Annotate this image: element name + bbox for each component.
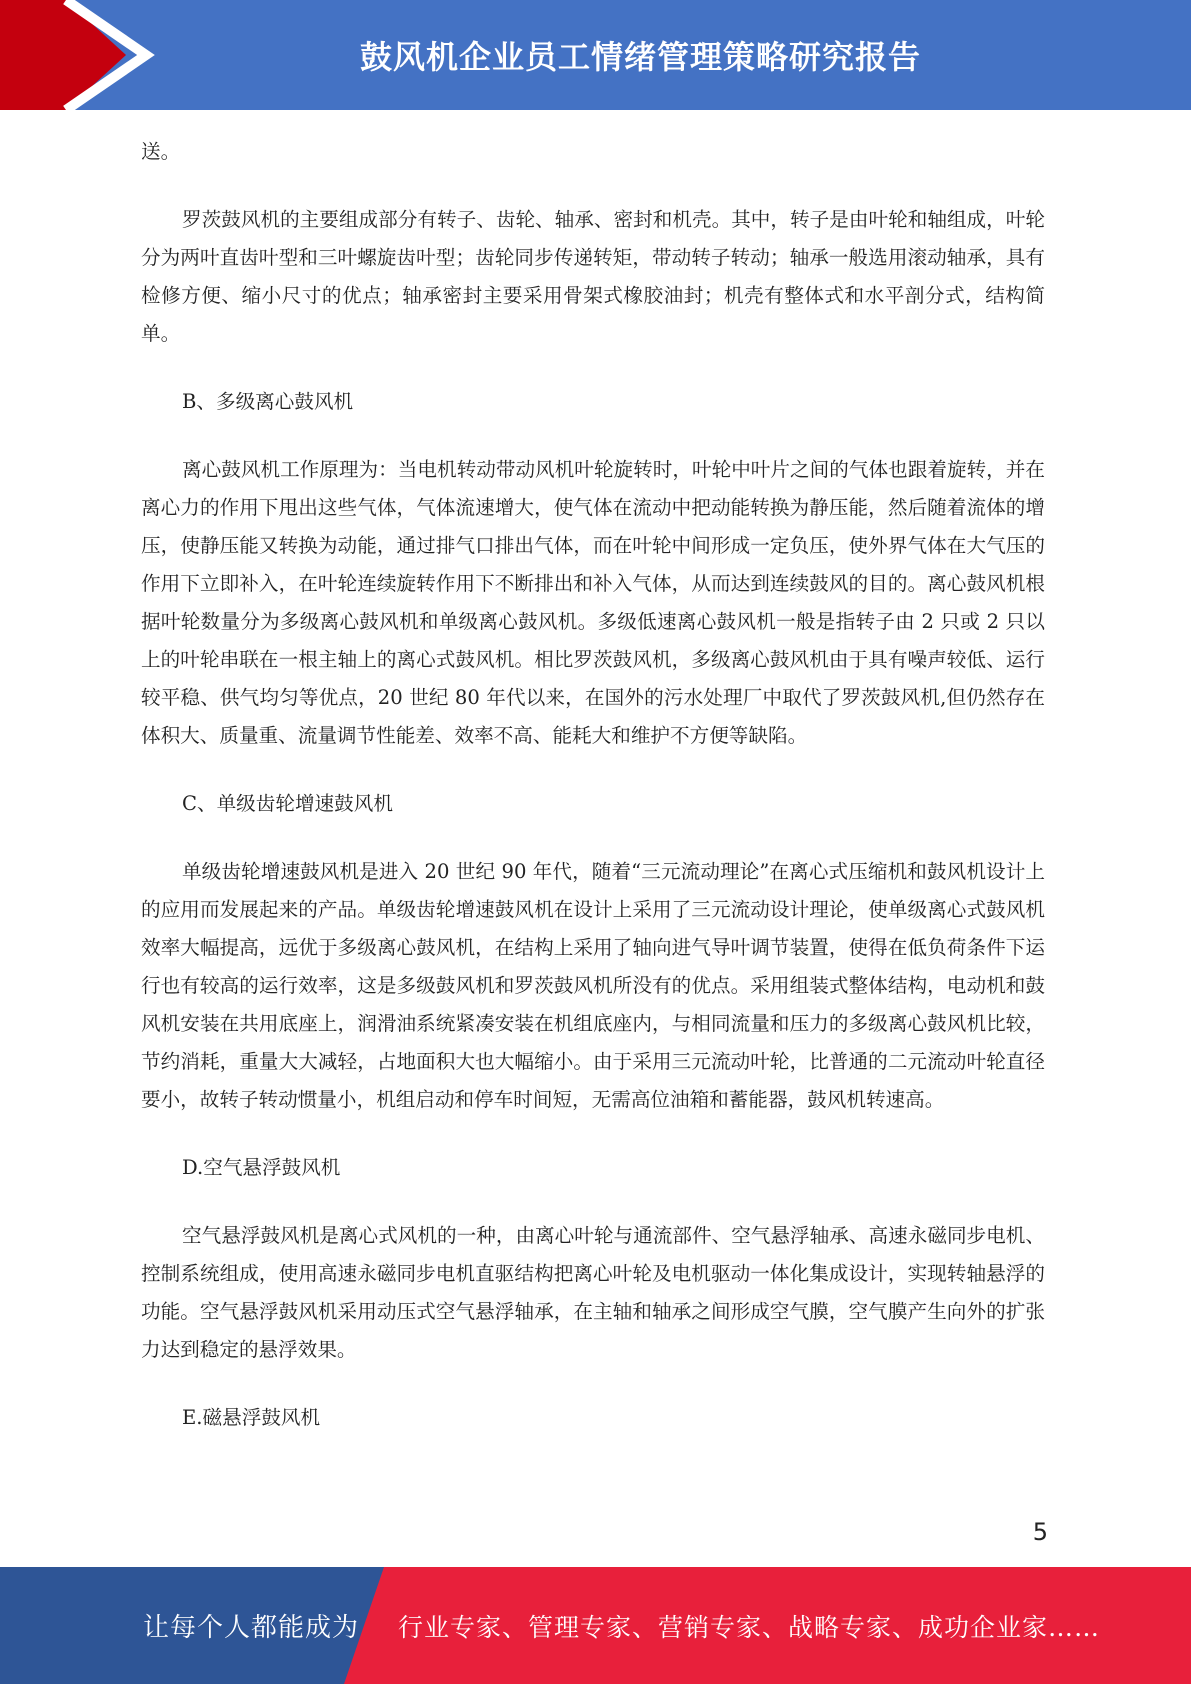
paragraph: 离心鼓风机工作原理为：当电机转动带动风机叶轮旋转时，叶轮中叶片之间的气体也跟着旋转，并在离心力的作用下甩出这些气体，气体流速增大，使气体在流动中把动能转换为静压能，然后随着流体的增压，使静压能又转换为动能，通过排气口排出气体，而在叶轮中间形成一定负压，使外界气体在大气压的作用下立即补入，在叶轮连续旋转作用下不断排出和补入气体，从而达到连续鼓风的目的。离心鼓风机根据叶轮数量分为多级离心鼓风机和单级离心鼓风机。多级低速离心鼓风机一般是指转子由 2 只或 2 只以上的叶轮串联在一根主轴上的离心式鼓风机。相比罗茨鼓风机，多级离心鼓风机由于具有噪声较低、运行较平稳、供气均匀等优点，20 世纪 80 年代以来，在国外的污水处理厂中取代了罗茨鼓风机,但仍然存在体积大、质量重、流量调节性能差、效率不高、能耗大和维护不方便等缺陷。 (141, 458, 1045, 747)
paragraph: 罗茨鼓风机的主要组成部分有转子、齿轮、轴承、密封和机壳。其中，转子是由叶轮和轴组成，叶轮分为两叶直齿叶型和三叶螺旋齿叶型；齿轮同步传递转矩，带动转子转动；轴承一般选用滚动轴承，具有检修方便、缩小尺寸的优点；轴承密封主要采用骨架式橡胶油封；机壳有整体式和水平剖分式，结构简单。 (141, 208, 1045, 345)
footer-slogan-left: 让每个人都能成为 (143, 1613, 360, 1643)
page-header (0, 0, 1191, 110)
section-heading-b: B、多级离心鼓风机 (182, 390, 354, 413)
footer-slogan-right: 行业专家、管理专家、营销专家、战略专家、成功企业家…… (398, 1612, 1101, 1642)
body-text (141, 133, 1045, 1467)
paragraph: 送。 (141, 140, 181, 163)
page-footer (0, 1567, 1191, 1684)
section-heading-c: C、单级齿轮增速鼓风机 (182, 792, 393, 815)
section-heading-d: D.空气悬浮鼓风机 (182, 1156, 341, 1179)
section-heading-e: E.磁悬浮鼓风机 (182, 1406, 321, 1429)
paragraph: 单级齿轮增速鼓风机是进入 20 世纪 90 年代，随着“三元流动理论”在离心式压缩机和鼓风机设计上的应用而发展起来的产品。单级齿轮增速鼓风机在设计上采用了三元流动设计理论，使单级离心式鼓风机效率大幅提高，远优于多级离心鼓风机，在结构上采用了轴向进气导叶调节装置，使得在低负荷条件下运行也有较高的运行效率，这是多级鼓风机和罗茨鼓风机所没有的优点。采用组装式整体结构，电动机和鼓风机安装在共用底座上，润滑油系统紧凑安装在机组底座内，与相同流量和压力的多级离心鼓风机比较，节约消耗，重量大大减轻，占地面积大也大幅缩小。由于采用三元流动叶轮，比普通的二元流动叶轮直径要小，故转子转动惯量小，机组启动和停车时间短，无需高位油箱和蓄能器，鼓风机转速高。 (141, 860, 1045, 1111)
paragraph: 空气悬浮鼓风机是离心式风机的一种，由离心叶轮与通流部件、空气悬浮轴承、高速永磁同步电机、控制系统组成，使用高速永磁同步电机直驱结构把离心叶轮及电机驱动一体化集成设计，实现转轴悬浮的功能。空气悬浮鼓风机采用动压式空气悬浮轴承，在主轴和轴承之间形成空气膜，空气膜产生向外的扩张力达到稳定的悬浮效果。 (141, 1224, 1045, 1361)
page-number: 5 (1032, 1518, 1048, 1546)
document-title: 鼓风机企业员工情绪管理策略研究报告 (359, 38, 921, 76)
